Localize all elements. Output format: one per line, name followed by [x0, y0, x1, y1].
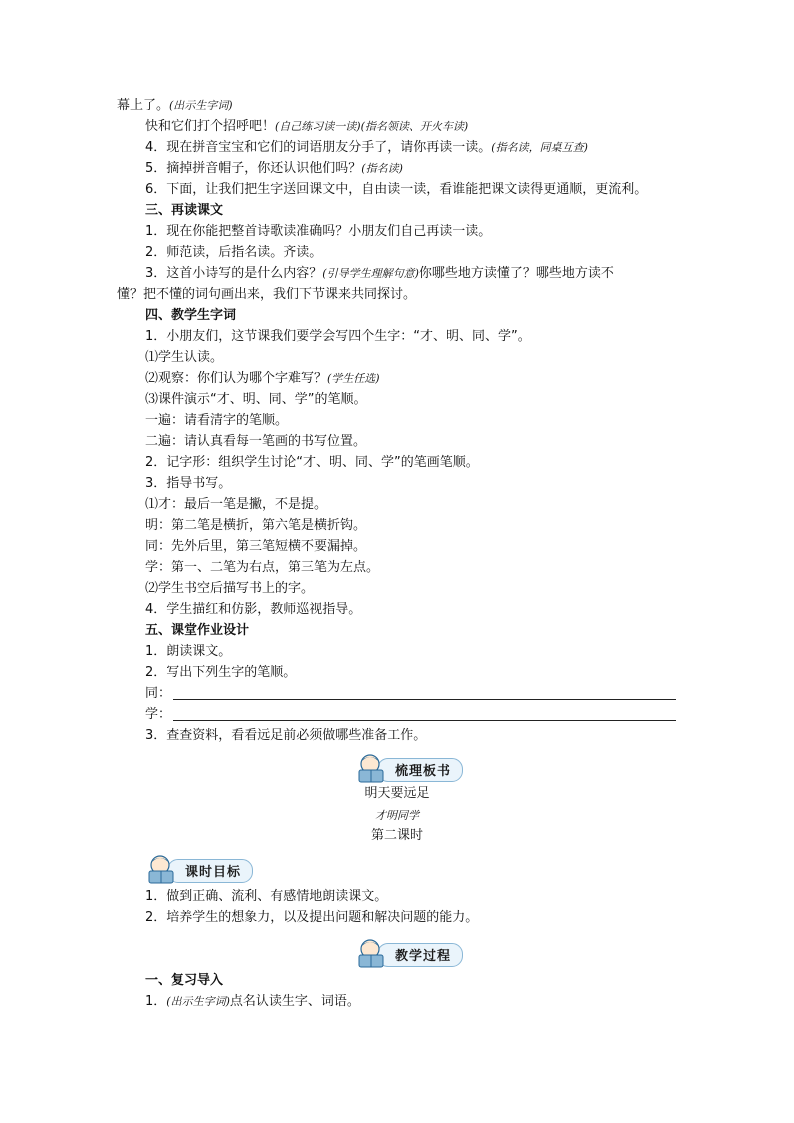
text-line: 1．现在你能把整首诗歌读准确吗？小朋友们自己再读一读。 [145, 224, 492, 239]
board-badge [355, 752, 463, 782]
text-line: 4．学生描红和仿影，教师巡视指导。 [145, 602, 362, 617]
text-line: 1．小朋友们，这节课我们要学会写四个生字：“才、明、同、学”。 [145, 329, 531, 344]
text: 点名认读生字、词语。 [229, 994, 360, 1009]
lesson-heading: 第二课时 [370, 828, 423, 843]
text-line [145, 159, 403, 179]
text-line: ⑴学生认读。 [145, 350, 224, 365]
text: 幕上了。 [117, 98, 170, 113]
student-reading-icon [355, 937, 389, 969]
badge-label: 教学过程 [395, 949, 452, 964]
process-badge [355, 937, 463, 967]
note: (指名读) [361, 162, 403, 175]
note: (出示生字词) [169, 99, 233, 112]
fill-label: 学： [145, 707, 172, 722]
section-heading: 三、再读课文 [145, 203, 224, 218]
text-line: ⑵学生书空后描写书上的字。 [145, 581, 315, 596]
text-line: 1．朗读课文。 [145, 644, 232, 659]
board-chars: 才明同学 [375, 809, 419, 822]
text-line: 6．下面，让我们把生字送回课文中，自由读一读，看谁能把课文读得更通顺，更流利。 [145, 182, 648, 197]
text-line: 明：第二笔是横折，第六笔是横折钩。 [145, 518, 367, 533]
text-line: 2．培养学生的想象力，以及提出问题和解决问题的能力。 [145, 910, 479, 925]
text: 快和它们打个招呼吧！ [145, 119, 276, 134]
badge-label: 课时目标 [185, 865, 242, 880]
board-title: 明天要远足 [364, 786, 430, 801]
text: ⑵观察：你们认为哪个字难写？ [145, 371, 328, 386]
text-line: 2．师范读，后指名读。齐读。 [145, 245, 323, 260]
text-line: 一遍：请看清字的笔顺。 [145, 413, 289, 428]
text-line [145, 117, 468, 137]
student-reading-icon [355, 752, 389, 784]
text: 3．这首小诗写的是什么内容？ [145, 266, 323, 281]
text-line: 2．写出下列生字的笔顺。 [145, 665, 297, 680]
note: (自己练习读一读)(指名领读、开火车读) [275, 120, 469, 133]
text-line: 2．记字形：组织学生讨论“才、明、同、学”的笔画笔顺。 [145, 455, 479, 470]
text-line: 3．查查资料，看看远足前必须做哪些准备工作。 [145, 728, 427, 743]
text: 你哪些地方读懂了？哪些地方读不 [418, 266, 614, 281]
note: (学生任选) [327, 372, 380, 385]
blank-line [173, 720, 676, 721]
text: 4．现在拼音宝宝和它们的词语朋友分手了，请你再读一读。 [145, 140, 492, 155]
fill-label: 同： [145, 686, 172, 701]
goals-badge [145, 853, 253, 883]
text-line: 1．做到正确、流利、有感情地朗读课文。 [145, 889, 388, 904]
blank-line [173, 699, 676, 700]
student-reading-icon [145, 853, 179, 885]
text-line [145, 369, 380, 389]
text-line: 懂？把不懂的词句画出来，我们下节课来共同探讨。 [117, 287, 417, 302]
text-line: 学：第一、二笔为右点，第三笔为左点。 [145, 560, 380, 575]
text-line: 二遍：请认真看每一笔画的书写位置。 [145, 434, 367, 449]
text: 5．摘掉拼音帽子，你还认识他们吗？ [145, 161, 362, 176]
badge-label: 梳理板书 [395, 764, 452, 779]
section-heading: 五、课堂作业设计 [145, 623, 250, 638]
section-heading: 四、教学生字词 [145, 308, 237, 323]
text-line: 1．(出示生字词)点名认读生字、词语。 [145, 994, 360, 1009]
text-line: 3．指导书写。 [145, 476, 232, 491]
text-line [145, 138, 588, 158]
text-line: ⑶课件演示“才、明、同、学”的笔顺。 [145, 392, 367, 407]
note: (指名读，同桌互查) [491, 141, 588, 154]
note: (引导学生理解句意) [322, 267, 419, 280]
text-line: ⑴才：最后一笔是撇，不是提。 [145, 497, 328, 512]
text-line [117, 96, 233, 116]
text-line [145, 264, 614, 284]
note: (出示生字词) [166, 995, 230, 1008]
text-line: 同：先外后里，第三笔短横不要漏掉。 [145, 539, 367, 554]
section-heading: 一、复习导入 [145, 973, 224, 988]
